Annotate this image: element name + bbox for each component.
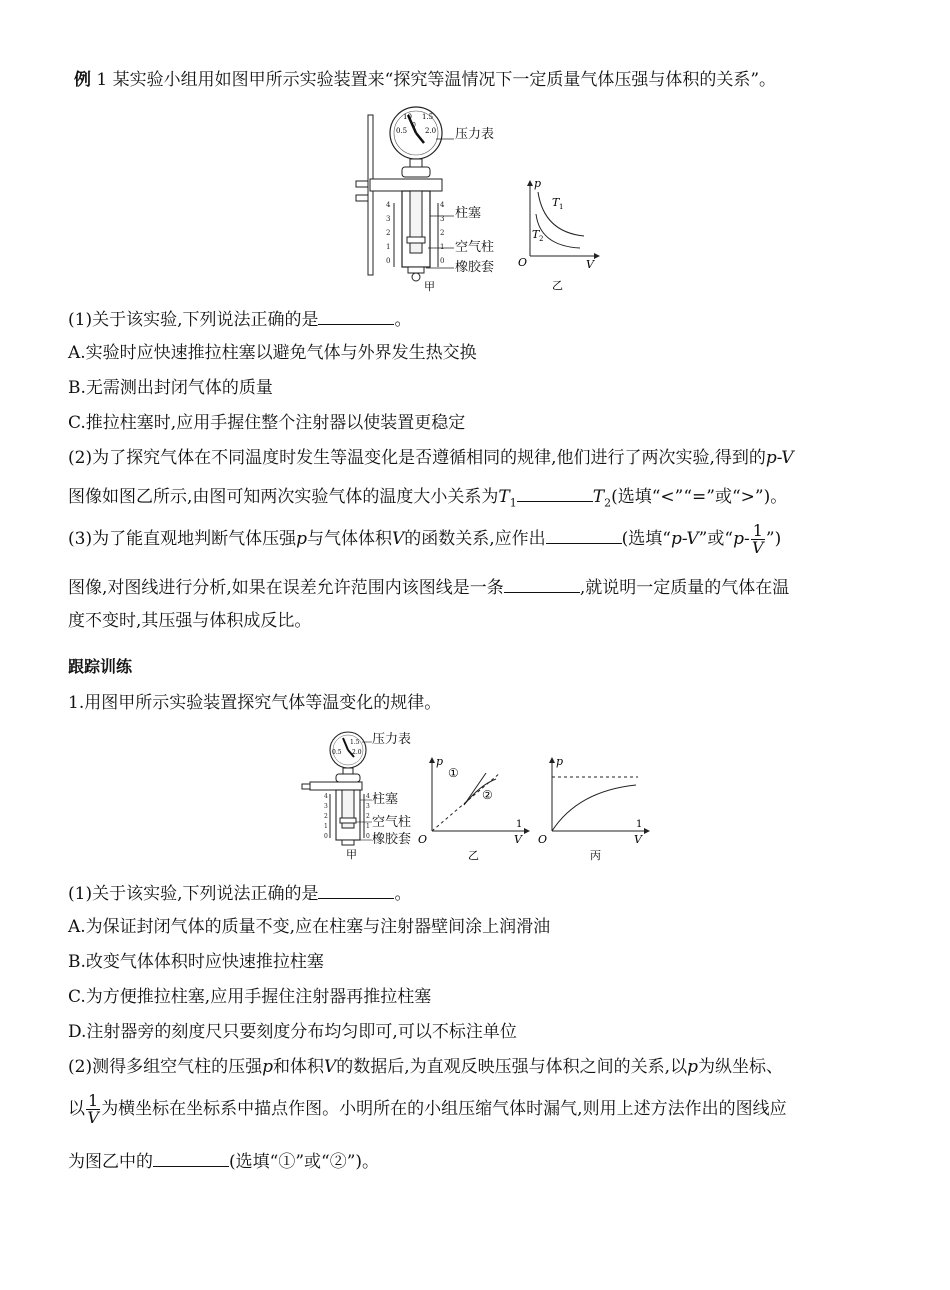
axis-origin: O bbox=[538, 833, 548, 846]
label-air-column-2: 空气柱 bbox=[372, 815, 412, 830]
answer-blank[interactable] bbox=[318, 880, 394, 899]
svg-text:0: 0 bbox=[324, 833, 328, 840]
curve-label-t2-sub: 2 bbox=[539, 235, 544, 243]
svg-text:4: 4 bbox=[440, 201, 445, 209]
q2-text-1: (2)为了探究气体在不同温度时发生等温变化是否遵循相同的规律,他们进行了两次实验,得到的 bbox=[68, 448, 766, 468]
p-inverse-v-graph-yi bbox=[418, 755, 536, 863]
practice-q2-v: V bbox=[323, 1057, 337, 1077]
axis-v: V bbox=[586, 258, 594, 271]
gauge-label-05: 0.5 bbox=[396, 127, 408, 135]
q1-end: 。 bbox=[394, 310, 412, 330]
gauge-label-05: 0.5 bbox=[332, 749, 342, 756]
q3-text-e: ”或“ bbox=[698, 529, 734, 549]
figure-caption-bing: 丙 bbox=[590, 849, 601, 862]
svg-text:3: 3 bbox=[440, 215, 445, 223]
q3-text-f: ”) bbox=[765, 529, 782, 549]
q3-p: p bbox=[296, 529, 307, 549]
figure-caption-yi: 乙 bbox=[552, 279, 563, 292]
q3-line3: 度不变时,其压强与体积成反比。 bbox=[68, 611, 312, 631]
curve-label-t1: T bbox=[552, 196, 560, 209]
q3-text-2b: ,就说明一定质量的气体在温 bbox=[579, 578, 790, 598]
svg-text:0: 0 bbox=[366, 833, 370, 840]
q2-text-2: 图像如图乙所示,由图可知两次实验气体的温度大小关系为 bbox=[68, 487, 499, 507]
svg-text:2: 2 bbox=[366, 813, 370, 820]
answer-blank[interactable] bbox=[504, 574, 580, 593]
label-air-column: 空气柱 bbox=[455, 240, 495, 255]
svg-text:4: 4 bbox=[386, 201, 391, 209]
svg-text:3: 3 bbox=[366, 803, 370, 810]
svg-text:0: 0 bbox=[440, 257, 445, 265]
gauge-label-0: 0 bbox=[412, 122, 416, 129]
svg-text:2: 2 bbox=[386, 229, 391, 237]
practice-option-b: B.改变气体体积时应快速推拉柱塞 bbox=[68, 952, 324, 972]
section-heading: 跟踪训练 bbox=[68, 657, 133, 676]
practice-1-statement: 1.用图甲所示实验装置探究气体等温变化的规律。 bbox=[68, 693, 442, 713]
label-plunger-2: 柱塞 bbox=[372, 792, 399, 807]
example-label: 例 bbox=[74, 70, 91, 90]
q1 bbox=[68, 306, 411, 332]
axis-x-num: 1 bbox=[636, 819, 643, 830]
gauge-label-20: 2.0 bbox=[352, 749, 362, 756]
label-rubber-cap-2: 橡胶套 bbox=[372, 832, 412, 847]
fraction-one-over-v bbox=[86, 1093, 100, 1126]
svg-text:0: 0 bbox=[386, 257, 391, 265]
q3-text-c: 的函数关系,应作出 bbox=[404, 529, 546, 549]
q3-pv: p-V bbox=[671, 529, 699, 549]
practice-option-a: A.为保证封闭气体的质量不变,应在柱塞与注射器壁间涂上润滑油 bbox=[68, 917, 551, 937]
answer-blank[interactable] bbox=[546, 525, 622, 544]
svg-text:1: 1 bbox=[386, 243, 391, 251]
q3-text-2a: 图像,对图线进行分析,如果在误差允许范围内该图线是一条 bbox=[68, 578, 504, 598]
axis-origin: O bbox=[518, 256, 528, 269]
option-b: B.无需测出封闭气体的质量 bbox=[68, 378, 273, 398]
practice-q2-c: 的数据后,为直观反映压强与体积之间的关系,以 bbox=[336, 1057, 688, 1077]
fraction-den: V bbox=[87, 1108, 99, 1127]
gauge-label-20: 2.0 bbox=[425, 127, 437, 135]
axis-x-num: 1 bbox=[516, 819, 523, 830]
svg-text:2: 2 bbox=[440, 229, 445, 237]
practice-q2-line3 bbox=[68, 1148, 379, 1174]
q2-text-3: (选填“<”“=”或“>”)。 bbox=[611, 487, 788, 507]
practice-q2-h: (选填“①”或“②”)。 bbox=[229, 1152, 380, 1172]
fraction-num: 1 bbox=[88, 1091, 99, 1110]
svg-text:1: 1 bbox=[324, 823, 328, 830]
q2-line1 bbox=[68, 446, 794, 470]
option-a: A.实验时应快速推拉柱塞以避免气体与外界发生热交换 bbox=[68, 343, 477, 363]
curve-label-t2: T bbox=[532, 228, 540, 241]
practice-q2-d: 为纵坐标、 bbox=[697, 1057, 783, 1077]
q2-line2 bbox=[68, 483, 787, 515]
label-rubber-cap: 橡胶套 bbox=[455, 260, 495, 275]
figure-caption-yi-2: 乙 bbox=[468, 849, 479, 862]
figure-caption-jia: 甲 bbox=[424, 280, 435, 293]
curve-label-2: ② bbox=[482, 788, 493, 802]
answer-blank[interactable] bbox=[517, 483, 593, 502]
practice-q1-text: (1)关于该实验,下列说法正确的是 bbox=[68, 884, 319, 904]
q3-p2: p- bbox=[733, 529, 750, 549]
q3-v: V bbox=[391, 529, 405, 549]
axis-p: p bbox=[556, 755, 564, 768]
practice-q1 bbox=[68, 880, 411, 906]
answer-blank[interactable] bbox=[153, 1148, 229, 1167]
svg-text:4: 4 bbox=[324, 793, 328, 800]
axis-x-den: V bbox=[634, 833, 642, 846]
q2-t2: T bbox=[592, 487, 605, 507]
practice-q2-a: (2)测得多组空气柱的压强 bbox=[68, 1057, 263, 1077]
svg-text:1: 1 bbox=[366, 823, 370, 830]
curve-label-t1-sub: 1 bbox=[559, 203, 564, 211]
q3-text-b: 与气体体积 bbox=[306, 529, 392, 549]
gauge-label-15: 1.5 bbox=[422, 113, 434, 121]
pressure-gauge bbox=[390, 107, 442, 159]
q3-text-a: (3)为了能直观地判断气体压强 bbox=[68, 529, 297, 549]
pv-graph-yi bbox=[514, 174, 606, 292]
q2-t2-sub: 2 bbox=[604, 496, 612, 510]
practice-q2-p: p bbox=[262, 1057, 273, 1077]
example-title bbox=[74, 68, 776, 92]
option-c: C.推拉柱塞时,应用手握住整个注射器以使装置更稳定 bbox=[68, 413, 466, 433]
practice-q2-f: 为横坐标在坐标系中描点作图。小明所在的小组压缩气体时漏气,则用上述方法作出的图线应 bbox=[101, 1099, 787, 1119]
practice-option-d: D.注射器旁的刻度尺只要刻度分布均匀即可,可以不标注单位 bbox=[68, 1022, 517, 1042]
svg-text:1: 1 bbox=[440, 243, 445, 251]
svg-text:2: 2 bbox=[324, 813, 328, 820]
q3-line1 bbox=[68, 522, 781, 556]
practice-q2-p2: p bbox=[687, 1057, 698, 1077]
practice-q1-end: 。 bbox=[394, 884, 412, 904]
svg-text:3: 3 bbox=[386, 215, 391, 223]
fraction-num: 1 bbox=[752, 521, 763, 540]
p-inverse-v-graph-bing bbox=[538, 755, 656, 863]
figure-caption-jia-2: 甲 bbox=[346, 848, 357, 860]
fraction-den: V bbox=[752, 538, 764, 557]
curve-label-1: ① bbox=[448, 766, 459, 780]
practice-q2-b: 和体积 bbox=[272, 1057, 324, 1077]
q2-t1: T bbox=[498, 487, 510, 507]
fraction-one-over-v bbox=[751, 523, 765, 556]
practice-q2-line1 bbox=[68, 1055, 783, 1079]
svg-text:4: 4 bbox=[366, 793, 370, 800]
axis-p: p bbox=[534, 177, 542, 190]
practice-q2-e: 以 bbox=[68, 1099, 85, 1119]
q2-pv: p-V bbox=[765, 448, 794, 468]
svg-text:3: 3 bbox=[324, 803, 328, 810]
answer-blank[interactable] bbox=[318, 306, 394, 325]
axis-p: p bbox=[436, 755, 444, 768]
practice-q2-g: 为图乙中的 bbox=[68, 1152, 153, 1172]
practice-q2-line2 bbox=[68, 1092, 787, 1126]
q3-line2 bbox=[68, 574, 789, 600]
gauge-label-10: 10 bbox=[403, 113, 412, 121]
axis-origin: O bbox=[418, 833, 428, 846]
gauge-label-15: 1.5 bbox=[350, 739, 360, 746]
example-statement: 1 某实验小组用如图甲所示实验装置来“探究等温情况下一定质量气体压强与体积的关系”。 bbox=[96, 70, 777, 90]
q1-text: (1)关于该实验,下列说法正确的是 bbox=[68, 310, 319, 330]
label-gauge: 压力表 bbox=[455, 127, 495, 142]
practice-option-c: C.为方便推拉柱塞,应用手握住注射器再推拉柱塞 bbox=[68, 987, 432, 1007]
axis-x-den: V bbox=[514, 833, 522, 846]
q2-t1-sub: 1 bbox=[509, 496, 517, 510]
q3-text-d: (选填“ bbox=[621, 529, 671, 549]
label-gauge-2: 压力表 bbox=[372, 732, 412, 747]
label-plunger: 柱塞 bbox=[455, 206, 482, 221]
